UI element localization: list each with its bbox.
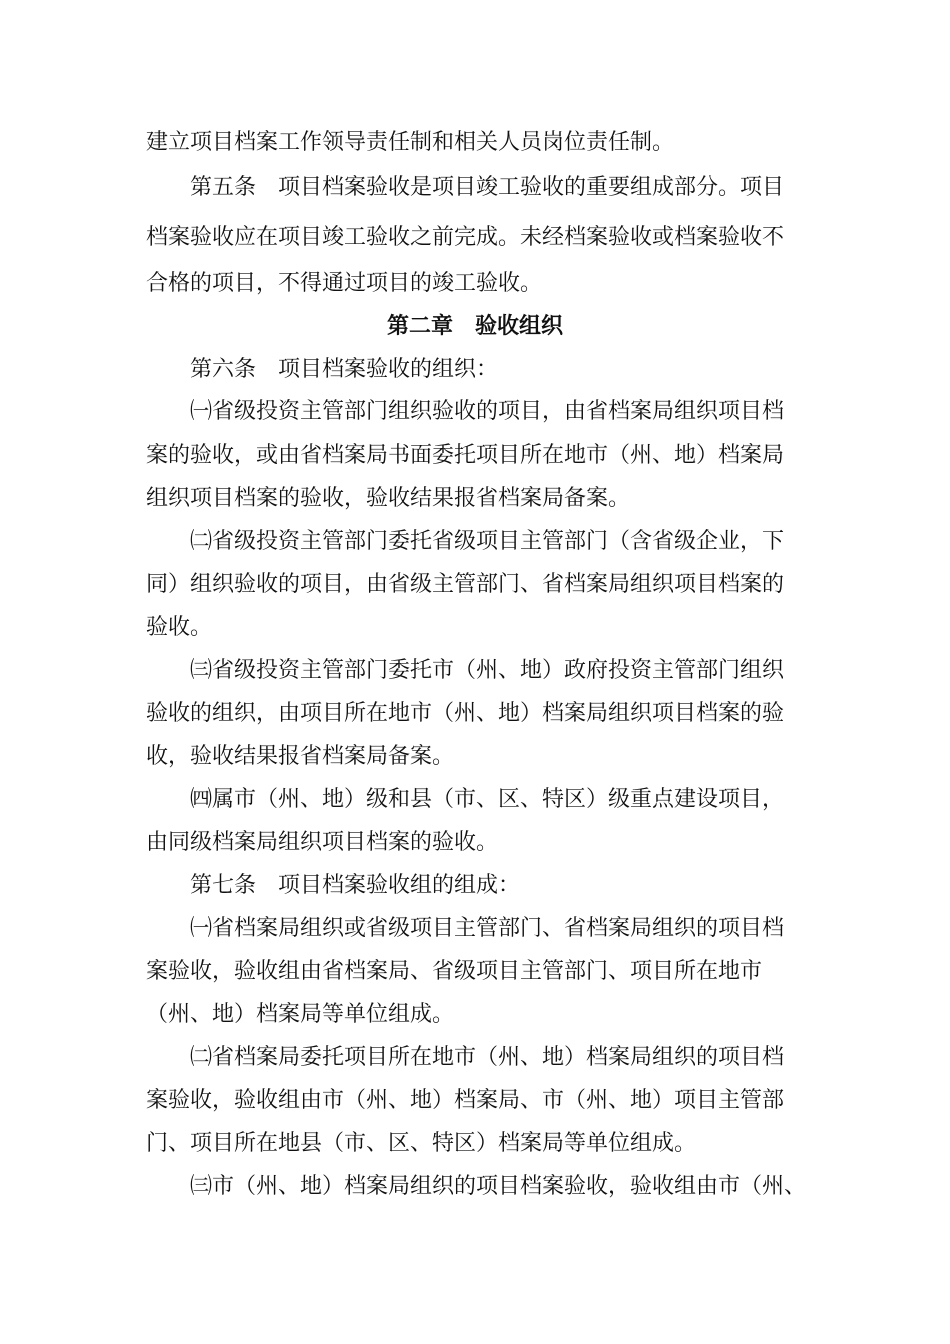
text-line: 收，验收结果报省档案局备案。 — [146, 744, 455, 769]
text-line: 验收的组织，由项目所在地市（州、地）档案局组织项目档案的验 — [146, 701, 785, 726]
chapter-heading: 第二章 验收组织 — [386, 314, 563, 339]
item-line: ㈢市（州、地）档案局组织的项目档案验收，验收组由市（州、 — [190, 1174, 807, 1199]
item-line: ㈠省级投资主管部门组织验收的项目，由省档案局组织项目档 — [190, 399, 785, 424]
article-7-line: 第七条 项目档案验收组的组成： — [190, 873, 521, 898]
text-line: 由同级档案局组织项目档案的验收。 — [146, 830, 499, 855]
text-line: （州、地）档案局等单位组成。 — [146, 1002, 455, 1027]
item-line: ㈡省级投资主管部门委托省级项目主管部门（含省级企业，下 — [190, 529, 785, 554]
text-line: 档案验收应在项目竣工验收之前完成。未经档案验收或档案验收不 — [146, 225, 785, 250]
article-5-line: 第五条 项目档案验收是项目竣工验收的重要组成部分。项目 — [190, 175, 785, 200]
text-line: 门、项目所在地县（市、区、特区）档案局等单位组成。 — [146, 1131, 697, 1156]
text-line: 案验收，验收组由省档案局、省级项目主管部门、项目所在地市 — [146, 959, 763, 984]
item-line: ㈡省档案局委托项目所在地市（州、地）档案局组织的项目档 — [190, 1045, 785, 1070]
text-line: 合格的项目，不得通过项目的竣工验收。 — [146, 271, 543, 296]
text-line: 建立项目档案工作领导责任制和相关人员岗位责任制。 — [146, 130, 675, 155]
text-line: 案的验收，或由省档案局书面委托项目所在地市（州、地）档案局 — [146, 443, 785, 468]
text-line: 案验收，验收组由市（州、地）档案局、市（州、地）项目主管部 — [146, 1088, 785, 1113]
item-line: ㈢省级投资主管部门委托市（州、地）政府投资主管部门组织 — [190, 658, 785, 683]
text-line: 组织项目档案的验收，验收结果报省档案局备案。 — [146, 486, 631, 511]
item-line: ㈠省档案局组织或省级项目主管部门、省档案局组织的项目档 — [190, 916, 785, 941]
item-line: ㈣属市（州、地）级和县（市、区、特区）级重点建设项目， — [190, 787, 785, 812]
text-line: 验收。 — [146, 615, 213, 640]
text-line: 同）组织验收的项目，由省级主管部门、省档案局组织项目档案的 — [146, 572, 785, 597]
article-6-line: 第六条 项目档案验收的组织： — [190, 357, 499, 382]
